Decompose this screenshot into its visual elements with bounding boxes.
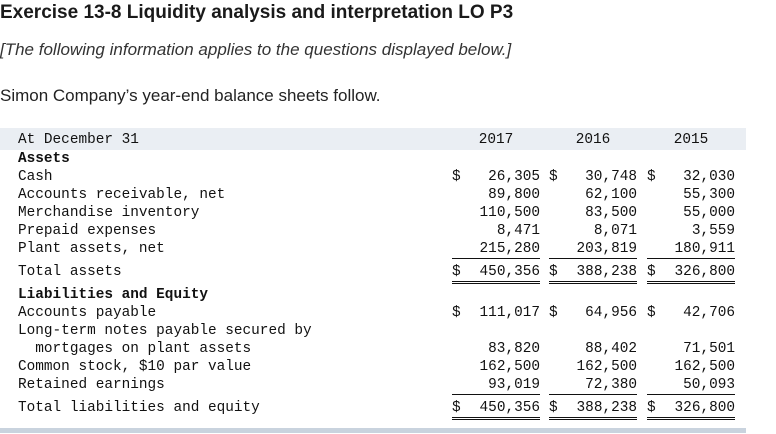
cell-accounts-receivable-2015	[647, 186, 735, 204]
amount-value: 55,300	[683, 187, 735, 203]
currency-symbol: $	[549, 264, 558, 280]
currency-symbol: $	[549, 305, 558, 321]
row-label-mortgages: mortgages on plant assets	[18, 341, 252, 357]
amount-value: 55,000	[683, 205, 735, 221]
exercise-title: Exercise 13-8 Liquidity analysis and interpretation LO P3	[0, 2, 514, 23]
cell-accounts-receivable-2016	[549, 186, 637, 204]
currency-symbol: $	[549, 169, 558, 185]
amount-value: 111,017	[479, 305, 540, 321]
cell-common-stock-2015	[647, 358, 735, 376]
amount-value: 83,820	[488, 341, 540, 357]
amount-value: 162,500	[479, 359, 540, 375]
amount-value: 88,402	[585, 341, 637, 357]
instruction-note: [The following information applies to the questions displayed below.]	[0, 40, 512, 59]
amount-value: 110,500	[479, 205, 540, 221]
liabilities-heading: Liabilities and Equity	[18, 287, 208, 303]
cell-merchandise-inventory-2017	[452, 204, 540, 222]
cell-prepaid-expenses-2015	[647, 222, 735, 240]
currency-symbol: $	[647, 169, 656, 185]
cell-retained-earnings-2015	[647, 376, 735, 395]
amount-value: 93,019	[488, 377, 540, 393]
amount-value: 8,071	[593, 223, 637, 239]
cell-plant-assets-2016	[549, 240, 637, 259]
cell-accounts-payable-2016	[549, 304, 637, 322]
year-header-2017: 2017	[478, 132, 514, 148]
amount-value: 32,030	[683, 169, 735, 185]
amount-value: 50,093	[683, 377, 735, 393]
amount-value: 3,559	[691, 223, 735, 239]
cell-accounts-payable-2015	[647, 304, 735, 322]
cell-retained-earnings-2017	[452, 376, 540, 395]
cell-retained-earnings-2016	[549, 376, 637, 395]
cell-plant-assets-2015	[647, 240, 735, 259]
cell-total-assets-2015	[647, 263, 735, 284]
row-label-merchandise-inventory: Merchandise inventory	[18, 205, 200, 221]
cell-total-liabilities-equity-2015	[647, 399, 735, 420]
cell-total-liabilities-equity-2016	[549, 399, 637, 420]
cell-total-assets-2017	[452, 263, 540, 284]
cell-mortgages-2017	[452, 340, 540, 358]
cell-prepaid-expenses-2016	[549, 222, 637, 240]
currency-symbol: $	[647, 264, 656, 280]
currency-symbol: $	[452, 169, 461, 185]
cell-plant-assets-2017	[452, 240, 540, 259]
amount-value: 162,500	[674, 359, 735, 375]
cell-accounts-payable-2017	[452, 304, 540, 322]
amount-value: 72,380	[585, 377, 637, 393]
row-label-accounts-receivable: Accounts receivable, net	[18, 187, 226, 203]
amount-value: 26,305	[488, 169, 540, 185]
row-label-cash: Cash	[18, 169, 53, 185]
currency-symbol: $	[452, 264, 461, 280]
cell-merchandise-inventory-2015	[647, 204, 735, 222]
cell-total-assets-2016	[549, 263, 637, 284]
currency-symbol: $	[452, 305, 461, 321]
cell-common-stock-2017	[452, 358, 540, 376]
amount-value: 64,956	[585, 305, 637, 321]
amount-value: 71,501	[683, 341, 735, 357]
cell-mortgages-2016	[549, 340, 637, 358]
cell-cash-2015	[647, 168, 735, 186]
cell-cash-2017	[452, 168, 540, 186]
amount-value: 450,356	[479, 400, 540, 416]
currency-symbol: $	[549, 400, 558, 416]
row-label-total-assets: Total assets	[18, 264, 122, 280]
row-label-plant-assets: Plant assets, net	[18, 241, 165, 257]
amount-value: 326,800	[674, 264, 735, 280]
amount-value: 83,500	[585, 205, 637, 221]
header-label: At December 31	[18, 132, 139, 148]
amount-value: 30,748	[585, 169, 637, 185]
currency-symbol: $	[647, 305, 656, 321]
row-label-common-stock: Common stock, $10 par value	[18, 359, 252, 375]
amount-value: 388,238	[576, 400, 637, 416]
currency-symbol: $	[452, 400, 461, 416]
cell-prepaid-expenses-2017	[452, 222, 540, 240]
intro-text: Simon Company’s year-end balance sheets follow.	[0, 86, 381, 105]
amount-value: 180,911	[674, 241, 735, 257]
year-header-2016: 2016	[575, 132, 611, 148]
cell-merchandise-inventory-2016	[549, 204, 637, 222]
table-bottom-rule	[0, 428, 746, 433]
row-label-long-term-notes: Long-term notes payable secured by	[18, 323, 312, 339]
row-label-total-liabilities-equity: Total liabilities and equity	[18, 400, 260, 416]
row-label-accounts-payable: Accounts payable	[18, 305, 157, 321]
amount-value: 8,471	[496, 223, 540, 239]
amount-value: 89,800	[488, 187, 540, 203]
cell-accounts-receivable-2017	[452, 186, 540, 204]
balance-sheet-table	[0, 128, 746, 432]
amount-value: 215,280	[479, 241, 540, 257]
amount-value: 42,706	[683, 305, 735, 321]
currency-symbol: $	[647, 400, 656, 416]
cell-total-liabilities-equity-2017	[452, 399, 540, 420]
year-header-2015: 2015	[673, 132, 709, 148]
cell-cash-2016	[549, 168, 637, 186]
assets-heading: Assets	[18, 151, 70, 167]
row-label-prepaid-expenses: Prepaid expenses	[18, 223, 157, 239]
amount-value: 62,100	[585, 187, 637, 203]
amount-value: 203,819	[576, 241, 637, 257]
amount-value: 450,356	[479, 264, 540, 280]
amount-value: 326,800	[674, 400, 735, 416]
cell-mortgages-2015	[647, 340, 735, 358]
amount-value: 162,500	[576, 359, 637, 375]
amount-value: 388,238	[576, 264, 637, 280]
row-label-retained-earnings: Retained earnings	[18, 377, 165, 393]
cell-common-stock-2016	[549, 358, 637, 376]
